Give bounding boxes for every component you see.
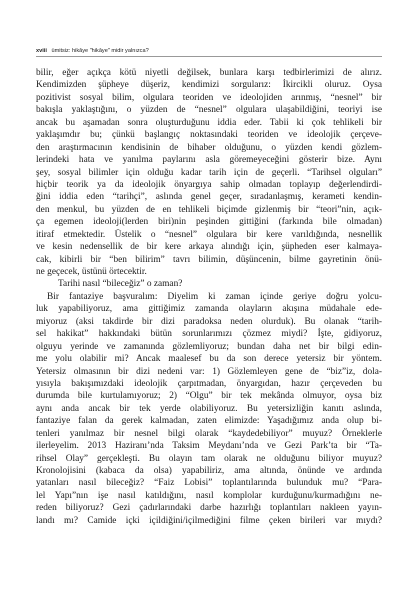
text-line: Yetersiz olmasının bir dizi nedeni var: 1) Gözlemleyen gene de “biz”iz, dola-	[36, 366, 382, 377]
text-line: ça egemen ideoloji(lerden biri)nin peşinden gittiğini (farkında bile olmadan)	[36, 217, 382, 228]
body-text	[36, 67, 382, 527]
text-line: yaklaşımdır bu; çünkü başlangıç noktasındaki teoriden ve ideolojik çerçeve-	[36, 130, 382, 141]
text-line: rihsel Olay” gerçekleşti. Bu olayın tam olarak ne olduğunu biliyor muyuz?	[36, 453, 382, 464]
text-line: aynı anda ancak bir tek yerde olabiliyoruz. Bu yetersizliğin kanıtı aslında,	[36, 403, 382, 414]
text-line: Bir fantaziye başvuralım: Diyelim ki zaman içinde geriye doğru yolcu-	[47, 291, 382, 302]
text-line: miyoruz (aksi takdirde bir dizi paradoksa neden olurduk). Bu olanak “tarih-	[36, 316, 382, 327]
text-line: ne geçecek, üstünü örtecektir.	[36, 267, 147, 277]
text-line: ve kesin nedensellik de bir kere arkaya alındığı için, şüpheden eser kalmaya-	[36, 242, 382, 253]
text-line: Tarihi nasıl “bileceğiz” o zaman?	[58, 279, 183, 290]
header-rule	[36, 56, 382, 57]
text-line: olguyu yerinde ve zamanında gözlemliyoruz; bundan daha net bir bilgi edin-	[36, 341, 382, 352]
text-line: reden biliyoruz? Gezi çadırlarındaki darbe hazırlığı toplantıları nakleen yayın-	[36, 503, 382, 514]
text-line: landı mı? Camide içki içildiğini/içilmediğini filme çeken birileri var mıydı?	[36, 515, 382, 526]
running-header	[36, 47, 149, 55]
text-line: lel Yapı”nın işe nasıl katıldığını, nasıl komplolar kurduğunu/kurmadığını ne-	[36, 490, 382, 501]
text-line: den araştırmacının kendisinin de bihaber olduğunu, o yüzden kendi gözlem-	[36, 142, 382, 153]
text-line: Kendimizden şüpheye düşeriz, kendimizi sorgularız: İkircikli oluruz. Oysa	[36, 80, 382, 91]
text-line: pozitivist sosyal bilim, olgulara teoriden ve ideolojiden arınmış, “nesnel” bir	[36, 92, 382, 103]
text-line: bilir, eğer açıkça kötü niyetli değilsek, bunlara karşı tedbirlerimizi de alırız.	[36, 68, 382, 78]
text-line: ğini iddia eden “tarihçi”, aslında genel geçer, sıradanlaşmış, kerameti kendin-	[36, 192, 382, 203]
text-line: cak, kibirli bir “ben bilirim” tavrı bilimin, düşüncenin, bilme gayretinin önü-	[36, 254, 382, 265]
text-line: itiraf etmektedir. Üstelik o “nesnel” olgulara bir kere varıldığında, nesnellik	[36, 229, 382, 240]
text-line: sel hakikat” hakkındaki bütün sorunlarımızı çözmez miydi? İşte, gidiyoruz,	[36, 329, 382, 340]
text-line: fantaziye falan da gerek kalmadan, zaten elimizde: Yaşadığımız anda olup bi-	[36, 416, 382, 427]
text-line: luk yapabiliyoruz, ama gittiğimiz zamanda olayların akışına müdahale ede-	[36, 304, 382, 315]
text-line: ilerleyelim. 2013 Haziranı’nda Taksim Meydanı’nda ve Gezi Park’ta bir “Ta-	[36, 441, 382, 452]
text-line: me yolu olabilir mi? Ancak maalesef bu da son derece yetersiz bir yöntem.	[36, 354, 382, 365]
page-number: xviii	[36, 48, 47, 54]
text-line: tenleri yanılmaz bir nesnel bilgi olarak “kaydedebiliyor” muyuz? Örneklerle	[36, 428, 382, 439]
text-line: den menkul, bu yüzden de en tehlikeli biçimde gizlenmiş bir “teori”nin, açık-	[36, 204, 382, 215]
text-line: durumda bile kurtulamıyoruz; 2) “Olgu” bir tek mekânda olmuyor, oysa biz	[36, 391, 382, 402]
running-title: ümitsiz: hikâye "hikâye" midir yalnızca?	[51, 48, 149, 54]
text-line: şey, sosyal bilimler için olduğu kadar tarih için de geçerli. “Tarihsel olguları”	[36, 167, 382, 178]
text-line: ancak bu aşamadan sonra oluşturduğunu iddia eder. Tabii ki çok tehlikeli bir	[36, 117, 382, 128]
text-line: yatanları nasıl bileceğiz? “Faiz Lobisi” toplantılarında bulunduk mu? “Para-	[36, 478, 382, 489]
text-line: lerindeki hata ve yanılma paylarını asla göremeyeceğini gösterir bize. Aynı	[36, 155, 382, 166]
text-line: bakışla yaklaştığını, o yüzden de “nesnel” olgulara ulaşabildiğini, teoriyi ise	[36, 105, 382, 116]
text-line: yısıyla bakışımızdaki ideolojik çarpıtmadan, önyargıdan, hazır çerçeveden bu	[36, 378, 382, 389]
text-line: hiçbir teorik ya da ideolojik önyargıya sahip olmadan toplayıp değerlendirdi-	[36, 179, 382, 190]
text-line: Kronolojisini (kabaca da olsa) yapabiliriz, ama altında, önünde ve ardında	[36, 466, 382, 476]
